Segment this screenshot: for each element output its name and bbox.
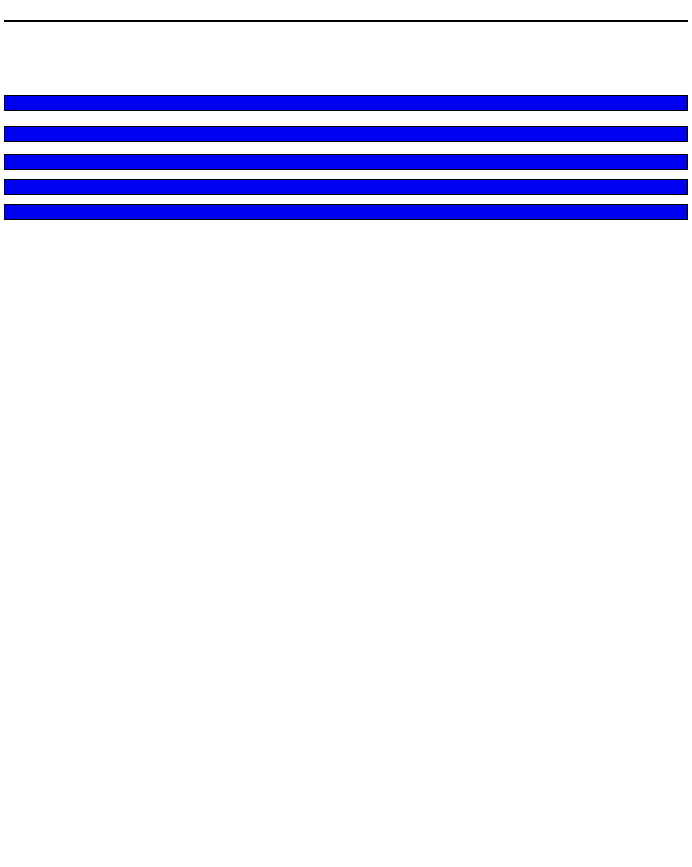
section-bar-season-high-scores bbox=[4, 179, 688, 195]
day-time-block bbox=[4, 23, 172, 38]
officers-line-2 bbox=[4, 67, 688, 81]
officers-line-1 bbox=[4, 53, 688, 67]
section-bar-team-standings bbox=[4, 95, 688, 111]
page-number bbox=[520, 2, 688, 7]
date-week-block bbox=[4, 2, 172, 19]
bowling-report-page bbox=[0, 0, 692, 220]
lanes-label bbox=[520, 23, 688, 26]
header-row-2 bbox=[4, 23, 688, 38]
certification-line bbox=[4, 41, 688, 53]
section-bar-lane-assignments bbox=[4, 126, 688, 142]
header-row-1 bbox=[4, 2, 688, 19]
section-bar-individual-high-averages bbox=[4, 204, 688, 220]
header-divider bbox=[4, 20, 688, 22]
section-bar-last-week-top-scores bbox=[4, 154, 688, 170]
